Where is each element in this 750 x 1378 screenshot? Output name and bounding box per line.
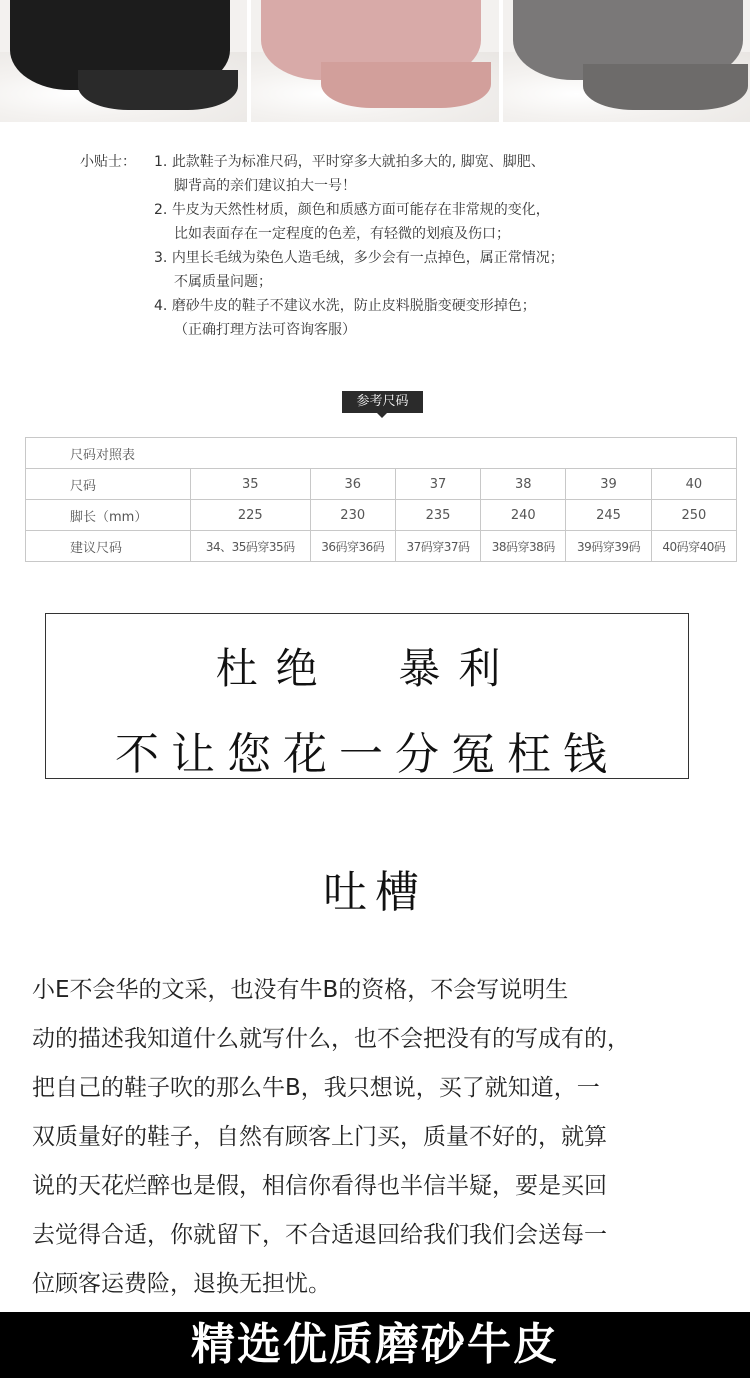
tip-number: 1.: [154, 154, 172, 170]
table-row: [26, 531, 737, 562]
slogan-box: [45, 613, 689, 779]
table-cell: 225: [191, 500, 311, 531]
tip-text: 不属质量问题；: [174, 274, 272, 290]
tip-text: 牛皮为天然性材质，颜色和质感方面可能存在非常规的变化，: [171, 202, 550, 218]
tip-text: 脚背高的亲们建议拍大一号！: [174, 178, 356, 194]
table-cell: 240: [481, 500, 566, 531]
tip-text: 比如表面存在一定程度的色差，有轻微的划痕及伤口；: [174, 226, 510, 242]
table-cell: 35: [191, 469, 311, 500]
tip-number: 2.: [154, 202, 172, 218]
gray-boot-photo: [503, 0, 750, 122]
tip-number: 3.: [154, 250, 172, 266]
paragraph-line: 双质量好的鞋子，自然有顾客上门买，质量不好的，就算: [32, 1124, 607, 1150]
table-row: [26, 469, 737, 500]
tip-text: （正确打理方法可咨询客服）: [174, 322, 356, 338]
description-paragraph: [32, 966, 744, 1309]
table-cell: 39: [566, 469, 651, 500]
row-label: 建议尺码: [26, 531, 191, 562]
section-title: 吐槽: [323, 867, 427, 918]
table-cell: 38码穿38码: [481, 531, 566, 562]
paragraph-line: 去觉得合适，你就留下，不合适退回给我们我们会送每一: [32, 1222, 607, 1248]
product-photo-strip: [0, 0, 750, 122]
tip-text: 磨砂牛皮的鞋子不建议水洗，防止皮料脱脂变硬变形掉色；: [171, 298, 536, 314]
bottom-banner: 精选优质磨砂牛皮: [0, 1312, 750, 1378]
paragraph-line: 把自己的鞋子吹的那么牛B，我只想说，买了就知道，一: [32, 1075, 600, 1101]
table-cell: 250: [651, 500, 736, 531]
tip-number: 4.: [154, 298, 172, 314]
tip-text: 此款鞋子为标准尺码，平时穿多大就拍多大的, 脚宽、脚肥、: [171, 154, 545, 170]
paragraph-line: 说的天花烂醉也是假，相信你看得也半信半疑，要是买回: [32, 1173, 607, 1199]
table-cell: 37码穿37码: [395, 531, 480, 562]
paragraph-line: 动的描述我知道什么就写什么，也不会把没有的写成有的，: [32, 1026, 630, 1052]
row-label: 尺码: [26, 469, 191, 500]
table-cell: 38: [481, 469, 566, 500]
table-cell: 37: [395, 469, 480, 500]
table-cell: 40: [651, 469, 736, 500]
size-chart-caption: 尺码对照表: [26, 438, 737, 469]
paragraph-line: 小E不会华的文采，也没有牛B的资格，不会写说明生: [32, 977, 569, 1003]
size-chart-table: [25, 437, 737, 562]
table-cell: 34、35码穿35码: [191, 531, 311, 562]
slogan-line-1: 杜绝 暴利: [215, 644, 519, 693]
black-boot-photo: [0, 0, 247, 122]
table-row: [26, 500, 737, 531]
row-label: 脚长（mm）: [26, 500, 191, 531]
table-cell: 245: [566, 500, 651, 531]
table-cell: 39码穿39码: [566, 531, 651, 562]
tips-prefix: 小贴士：: [80, 154, 136, 170]
table-cell: 40码穿40码: [651, 531, 736, 562]
table-cell: 36: [310, 469, 395, 500]
table-cell: 36码穿36码: [310, 531, 395, 562]
table-cell: 230: [310, 500, 395, 531]
tips-section: [80, 150, 700, 342]
tip-text: 内里长毛绒为染色人造毛绒，多少会有一点掉色，属正常情况；: [171, 250, 564, 266]
table-cell: 235: [395, 500, 480, 531]
paragraph-line: 位顾客运费险，退换无担忧。: [32, 1271, 331, 1297]
size-reference-tag: 参考尺码: [342, 391, 423, 413]
slogan-line-2: 不让您花一分冤枉钱: [115, 729, 619, 780]
pink-boot-photo: [251, 0, 498, 122]
